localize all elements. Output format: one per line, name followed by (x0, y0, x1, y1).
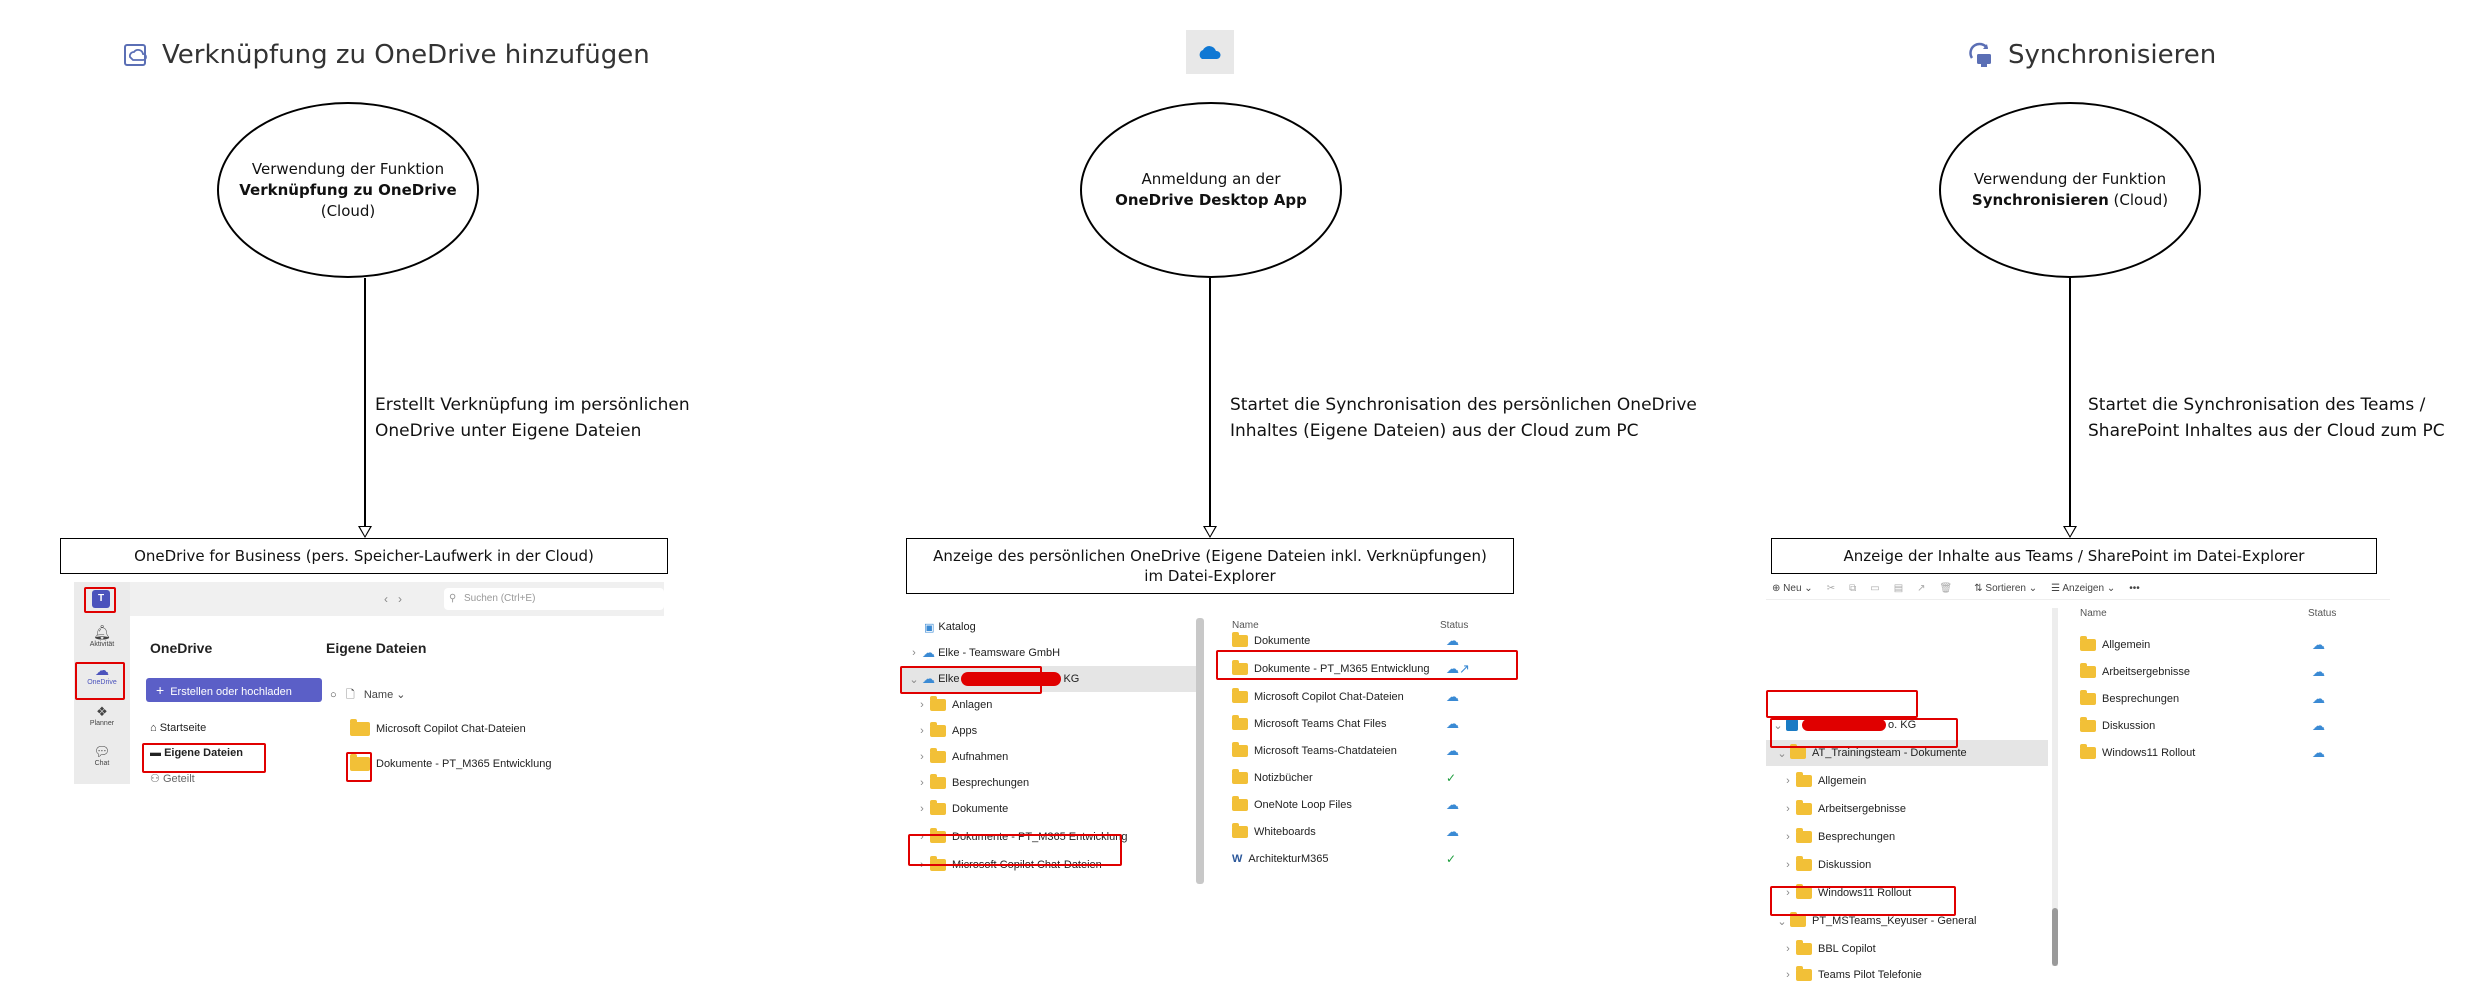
section-title: Eigene Dateien (326, 640, 427, 656)
header-label: Name (363, 689, 394, 701)
edge-label-line: Inhaltes (Eigene Dateien) aus der Cloud zum PC (1230, 421, 1639, 441)
copy-icon[interactable]: ⧉ (1849, 583, 1857, 594)
rail-item-chat[interactable] (74, 744, 130, 767)
tree-label: Elke (938, 673, 960, 685)
node-text: Verwendung der Funktion (1973, 170, 2167, 188)
column-1-arrowhead (358, 526, 372, 538)
tree-label: Windows11 Rollout (1818, 887, 1912, 899)
file-row[interactable] (2068, 686, 2390, 712)
tree-item[interactable] (900, 796, 1196, 822)
home-icon: ⌂ (150, 722, 157, 734)
column-header-status[interactable]: Status (1440, 620, 1469, 631)
result-text: im Datei-Explorer (1144, 567, 1276, 585)
file-row[interactable] (1220, 684, 1522, 710)
chevron-down-icon: ⌄ (909, 673, 919, 686)
chevron-right-icon: › (1786, 943, 1790, 955)
file-row[interactable] (1220, 738, 1522, 764)
file-name: OneNote Loop Files (1254, 799, 1352, 811)
file-name: Dokumente - PT_M365 Entwicklung (376, 757, 552, 770)
folder-icon (2080, 693, 2096, 705)
create-upload-button[interactable] (146, 678, 322, 702)
file-name: Microsoft Teams Chat Files (1254, 718, 1387, 730)
teams-logo-icon[interactable]: T (92, 590, 110, 608)
nav-label: Startseite (159, 722, 207, 734)
chevron-right-icon: › (1786, 775, 1790, 787)
button-label: Neu (1783, 583, 1802, 594)
tree-scrollbar[interactable] (1196, 618, 1204, 884)
folder-icon (930, 725, 946, 737)
tree-label: Allgemein (1818, 775, 1867, 787)
folder-icon (1232, 718, 1248, 730)
cut-icon[interactable]: ✂ (1826, 583, 1836, 594)
edge-label-line: Startet die Synchronisation des Teams / (2088, 395, 2426, 415)
tree-label: Aufnahmen (952, 751, 1009, 763)
highlight-trainingsteam-library (1770, 718, 1958, 748)
folder-icon (1232, 772, 1248, 784)
folder-icon (1796, 969, 1812, 981)
file-row[interactable] (350, 722, 526, 736)
more-options-button[interactable]: ••• (2129, 583, 2140, 594)
node-text: Anmeldung an der (1141, 170, 1281, 188)
node-suffix-text: (Cloud) (320, 201, 376, 220)
tree-label: Apps (952, 725, 978, 737)
folder-icon (350, 722, 370, 736)
rail-item-label: Aktivität (89, 641, 115, 648)
column-3-result-box (1771, 538, 2377, 574)
synced-check-icon: ✓ (1446, 771, 1457, 785)
folder-icon (2080, 666, 2096, 678)
rail-item-activity[interactable] (74, 624, 130, 648)
sort-icon: ⇅ (1974, 583, 1983, 594)
search-icon: ⚲ (449, 593, 457, 604)
search-input[interactable] (444, 588, 664, 610)
file-row[interactable] (1220, 846, 1522, 872)
tree-item[interactable] (1766, 852, 2048, 878)
tree-item[interactable] (1766, 768, 2048, 794)
tree-item[interactable] (900, 744, 1196, 770)
node-bold-text: Verknüpfung zu OneDrive (239, 180, 457, 199)
cloud-status-icon: ☁ (2312, 691, 2325, 706)
chevron-right-icon: › (1786, 859, 1790, 871)
tree-label: KG (1063, 673, 1080, 685)
folder-icon (1796, 775, 1812, 787)
tree-label: Diskussion (1818, 859, 1872, 871)
view-icon: ☰ (2051, 583, 2061, 594)
cloud-status-icon: ☁ (1446, 824, 1459, 839)
column-header-status[interactable]: Status (2308, 608, 2337, 619)
tree-label: Besprechungen (952, 777, 1030, 789)
view-button[interactable]: ☰ Anzeigen ⌄ (2051, 583, 2116, 594)
nav-item-shared[interactable] (150, 772, 195, 785)
file-row[interactable] (2068, 659, 2390, 685)
button-label: Anzeigen (2062, 583, 2105, 594)
column-header-name[interactable] (330, 686, 405, 705)
tree-label: Microsoft Copilot Chat-Dateien (952, 859, 1102, 871)
folder-icon (1790, 915, 1806, 927)
folder-icon: ▬ (150, 747, 161, 759)
folder-icon (930, 777, 946, 789)
file-name: Notizbücher (1254, 772, 1313, 784)
column-2-connector (1209, 278, 1211, 528)
edge-label-line: Startet die Synchronisation des persönlichen OneDrive (1230, 395, 1697, 415)
result-text: OneDrive for Business (pers. Speicher-Laufwerk in der Cloud) (134, 547, 594, 565)
tree-item[interactable] (1766, 796, 2048, 822)
gallery-icon: ▣ (924, 621, 935, 634)
column-2-result-box (906, 538, 1514, 594)
file-name: Windows11 Rollout (2102, 747, 2196, 759)
button-label: Sortieren (1985, 583, 2026, 594)
folder-icon (1796, 859, 1812, 871)
tree-label: Arbeitsergebnisse (1818, 803, 1907, 815)
column-2-start-node (1080, 102, 1342, 278)
tree-item[interactable] (900, 770, 1196, 796)
tree-item[interactable] (900, 718, 1196, 744)
nav-item-home[interactable] (150, 722, 206, 734)
cloud-status-icon: ☁ (2312, 718, 2325, 733)
chevron-right-icon: › (920, 751, 924, 763)
chevron-right-icon: › (920, 859, 924, 871)
cloud-status-icon: ☁ (1446, 743, 1459, 758)
tree-label: o. KG (1888, 719, 1917, 731)
chevron-right-icon: › (920, 725, 924, 737)
highlight-teams-logo (84, 587, 116, 613)
cloud-icon: ☁ (922, 645, 935, 660)
edge-label-line: OneDrive unter Eigene Dateien (375, 421, 642, 441)
file-row[interactable] (2068, 632, 2390, 658)
file-name: Diskussion (2102, 720, 2156, 732)
rail-item-label: Chat (94, 760, 110, 767)
folder-icon (930, 699, 946, 711)
highlight-shortcut-folder (346, 752, 372, 782)
column-1-title-text: Verknüpfung zu OneDrive hinzufügen (162, 40, 650, 70)
column-3-title-text: Synchronisieren (2008, 40, 2217, 70)
cloud-status-icon: ☁ (1446, 633, 1459, 648)
chevron-right-icon: › (920, 777, 924, 789)
folder-icon (2080, 720, 2096, 732)
shortcut-onedrive-icon (122, 41, 150, 69)
file-row[interactable] (2068, 740, 2390, 766)
explorer-file-list (2068, 600, 2390, 966)
result-text: Anzeige des persönlichen OneDrive (Eigene Dateien inkl. Verknüpfungen) (933, 547, 1487, 565)
column-1-connector (364, 278, 366, 528)
chevron-right-icon: › (920, 699, 924, 711)
file-row[interactable] (350, 757, 551, 771)
bell-icon: 🔔︎ (93, 624, 111, 640)
tree-label: Dokumente - PT_M365 Entwicklung (952, 831, 1128, 843)
file-name: Whiteboards (1254, 826, 1316, 838)
people-icon: ⚇ (150, 773, 160, 785)
column-header-name[interactable]: Name (1232, 620, 1259, 631)
folder-icon (1796, 831, 1812, 843)
node-bold-text: Synchronisieren (1971, 191, 2109, 209)
nav-label: Eigene Dateien (164, 747, 243, 759)
onedrive-app-icon (1186, 30, 1234, 74)
chevron-right-icon: › (1786, 803, 1790, 815)
cloud-icon: ☁ (922, 671, 935, 686)
cloud-status-icon: ☁ (1446, 689, 1459, 704)
synced-check-icon: ✓ (1446, 852, 1457, 866)
tree-label: Anlagen (952, 699, 993, 711)
app-title: OneDrive (150, 640, 213, 656)
highlight-my-files (142, 743, 266, 773)
select-all-icon: ○ (330, 689, 337, 701)
cloud-icon: ☁ (95, 662, 109, 678)
chevron-right-icon: › (920, 831, 924, 843)
file-type-icon: 🗋 (345, 689, 355, 701)
file-name: Arbeitsergebnisse (2102, 666, 2191, 678)
chevron-down-icon: ⌄ (1777, 747, 1787, 760)
tree-item[interactable] (900, 640, 1196, 666)
column-2-edge-label (1230, 392, 1697, 444)
delete-icon[interactable]: 🗑︎ (1939, 583, 1953, 594)
folder-icon (1796, 943, 1812, 955)
node-suffix-text: (Cloud) (2108, 191, 2169, 209)
paste-icon[interactable]: ▭ (1870, 583, 1880, 594)
highlight-keyuser-library (1770, 886, 1956, 916)
sort-button[interactable]: ⇅ Sortieren ⌄ (1974, 583, 2038, 594)
nav-label: Geteilt (162, 773, 195, 785)
column-3-arrowhead (2063, 526, 2077, 538)
new-button[interactable]: ⊕ Neu ⌄ (1772, 583, 1813, 594)
onedrive-cloud-icon (1197, 43, 1223, 61)
column-2-arrowhead (1203, 526, 1217, 538)
tree-item[interactable] (1766, 962, 2048, 988)
column-3-connector (2069, 278, 2071, 528)
tree-scrollbar-thumb[interactable] (2052, 908, 2058, 966)
tree-label: BBL Copilot (1818, 943, 1876, 955)
file-row[interactable] (1220, 711, 1522, 737)
sort-icon: ⌄ (396, 689, 406, 701)
column-1-result-box (60, 538, 668, 574)
node-bold-text: OneDrive Desktop App (1115, 191, 1307, 209)
chevron-right-icon: › (1786, 969, 1790, 981)
highlight-onedrive-root (900, 666, 1042, 694)
highlight-shortcut-file (1216, 650, 1518, 680)
column-3-start-node (1939, 102, 2201, 278)
column-3-title (1966, 40, 2216, 70)
chevron-right-icon: › (920, 803, 924, 815)
file-name: Dokumente (1254, 635, 1311, 647)
folder-icon (1232, 745, 1248, 757)
folder-icon (930, 751, 946, 763)
edge-label-line: SharePoint Inhaltes aus der Cloud zum PC (2088, 421, 2445, 441)
search-placeholder: Suchen (Ctrl+E) (464, 593, 536, 604)
cloud-status-icon: ☁ (2312, 637, 2325, 652)
sync-icon (1966, 40, 1996, 70)
chevron-down-icon: ⌄ (1773, 719, 1783, 732)
new-icon: ⊕ (1772, 583, 1781, 594)
cloud-status-icon: ☁ (1446, 716, 1459, 731)
file-name: Dokumente - PT_M365 Entwicklung (1254, 663, 1430, 675)
highlight-site-root (1766, 690, 1918, 718)
back-forward-icon[interactable]: ‹ › (384, 592, 402, 606)
chevron-right-icon: › (1786, 887, 1790, 899)
file-name: Besprechungen (2102, 693, 2180, 705)
tree-label: Katalog (938, 621, 976, 633)
tree-item[interactable] (900, 692, 1196, 718)
file-row[interactable] (1220, 765, 1522, 791)
file-name: Microsoft Copilot Chat-Dateien (376, 722, 526, 735)
tree-label: AT_Trainingsteam - Dokumente (1812, 747, 1967, 759)
column-header-name[interactable]: Name (2080, 608, 2107, 619)
plus-icon: + (156, 682, 165, 698)
column-1-edge-label (375, 392, 690, 444)
rail-item-label: OneDrive (87, 679, 117, 686)
node-text: Verwendung der Funktion (251, 159, 445, 178)
rename-icon[interactable]: ▤ (1893, 583, 1904, 594)
cloud-shortcut-status-icon: ☁↗ (1446, 661, 1470, 676)
folder-icon (2080, 639, 2096, 651)
chevron-right-icon: › (912, 647, 916, 659)
file-name: Microsoft Teams-Chatdateien (1254, 745, 1397, 757)
cloud-status-icon: ☁ (2312, 745, 2325, 760)
word-file-icon: W (1232, 853, 1243, 865)
tree-item[interactable] (1766, 936, 2048, 962)
highlight-shortcut-tree (908, 834, 1122, 866)
chat-icon: 💬︎ (93, 744, 111, 759)
tree-item[interactable] (900, 614, 1196, 640)
chevron-down-icon: ⌄ (1777, 915, 1787, 928)
folder-icon (1232, 691, 1248, 703)
planner-icon: ❖ (96, 704, 108, 719)
cloud-status-icon: ☁ (1446, 797, 1459, 812)
share-icon[interactable]: ↗ (1917, 583, 1926, 594)
file-row[interactable] (2068, 713, 2390, 739)
file-name: ArchitekturM365 (1248, 853, 1329, 865)
column-3-edge-label (2088, 392, 2445, 444)
column-1-start-node (217, 102, 479, 278)
tree-item[interactable] (1766, 824, 2048, 850)
edge-label-line: Erstellt Verknüpfung im persönlichen (375, 395, 690, 415)
tree-label: Besprechungen (1818, 831, 1896, 843)
cloud-status-icon: ☁ (2312, 664, 2325, 679)
file-row[interactable] (1220, 792, 1522, 818)
folder-icon (930, 803, 946, 815)
folder-icon (1790, 747, 1806, 759)
file-row[interactable] (1220, 819, 1522, 845)
highlight-onedrive-rail (75, 662, 125, 700)
explorer-toolbar (1766, 578, 2390, 600)
rail-item-label: Planner (89, 720, 115, 727)
tree-label: Teams Pilot Telefonie (1818, 969, 1922, 981)
result-text: Anzeige der Inhalte aus Teams / SharePoint im Datei-Explorer (1843, 547, 2305, 565)
folder-icon (1232, 799, 1248, 811)
tree-label: Elke - Teamsware GmbH (938, 647, 1061, 659)
tree-label: PT_MSTeams_Keyuser - General (1812, 915, 1977, 927)
chevron-right-icon: › (1786, 831, 1790, 843)
folder-icon (2080, 747, 2096, 759)
file-name: Microsoft Copilot Chat-Dateien (1254, 691, 1404, 703)
folder-icon (1796, 803, 1812, 815)
rail-item-planner[interactable] (74, 704, 130, 727)
folder-icon (1232, 826, 1248, 838)
column-1-title (122, 40, 650, 70)
tree-label: Dokumente (952, 803, 1009, 815)
file-name: Allgemein (2102, 639, 2151, 651)
button-label: Erstellen oder hochladen (170, 686, 292, 698)
folder-icon (1232, 635, 1248, 647)
